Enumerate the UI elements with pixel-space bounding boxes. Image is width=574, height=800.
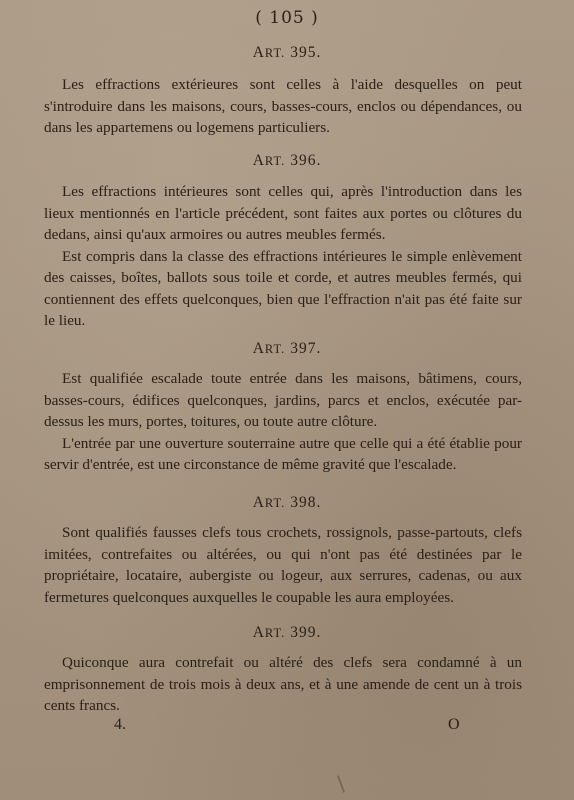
article-title-399: ART. 399. (252, 624, 322, 641)
footer-letter: O (448, 716, 460, 733)
paragraph: Les effractions intérieures sont celles qui, après l'introduction dans les lieux mentionnés en l'article précédent, sont faites aux portes ou clôtures du dedans, ainsi qu'aux armoires ou autres meubles fermés. (44, 183, 522, 243)
article-body-399 (44, 652, 522, 717)
paragraph: Est compris dans la classe des effractions intérieures le simple enlèvement des caisses, boîtes, ballots sous toile et corde, et autres meubles fermés, qui contiennent des effets quelconques, bien que l'effraction n'ait pas été faite sur le lieu. (44, 247, 522, 329)
article-body-397 (44, 368, 522, 476)
signature-mark: 4. (114, 716, 126, 733)
paper-blemish (337, 775, 345, 793)
paragraph: Quiconque aura contrefait ou altéré des clefs sera condamné à un emprisonnement de trois mois à deux ans, et à une amende de cent un à trois cents francs. (44, 654, 522, 714)
article-body-398 (44, 522, 522, 608)
paragraph: Sont qualifiés fausses clefs tous crochets, rossignols, passe-partouts, clefs imitées, contrefaites ou altérées, ou qui n'ont pas été destinées par le propriétaire, locataire, aubergiste ou logeur, aux serrures, cadenas, ou aux fermetures quelconques auxquelles le coupable les aura employées. (44, 524, 522, 606)
paragraph: Est qualifiée escalade toute entrée dans les maisons, bâtimens, cours, basses-cours, édifices quelconques, jardins, parcs et enclos, exécutée par-dessus les murs, portes, toitures, ou toute autre clôture. (44, 370, 522, 430)
paragraph: L'entrée par une ouverture souterraine autre que celle qui a été établie pour servir d'entrée, est une circonstance de même gravité que l'escalade. (44, 434, 522, 473)
article-title-395: ART. 395. (252, 44, 322, 61)
article-title-398: ART. 398. (252, 494, 322, 511)
article-title-396: ART. 396. (252, 152, 322, 169)
page-number: ( 105 ) (255, 8, 319, 28)
article-body-396 (44, 181, 522, 332)
article-title-397: ART. 397. (252, 340, 322, 357)
article-body-395 (44, 74, 522, 139)
paragraph: Les effractions extérieures sont celles à l'aide desquelles on peut s'introduire dans les maisons, cours, basses-cours, enclos ou dépendances, ou dans les appartemens ou logemens particuliers. (44, 76, 522, 136)
